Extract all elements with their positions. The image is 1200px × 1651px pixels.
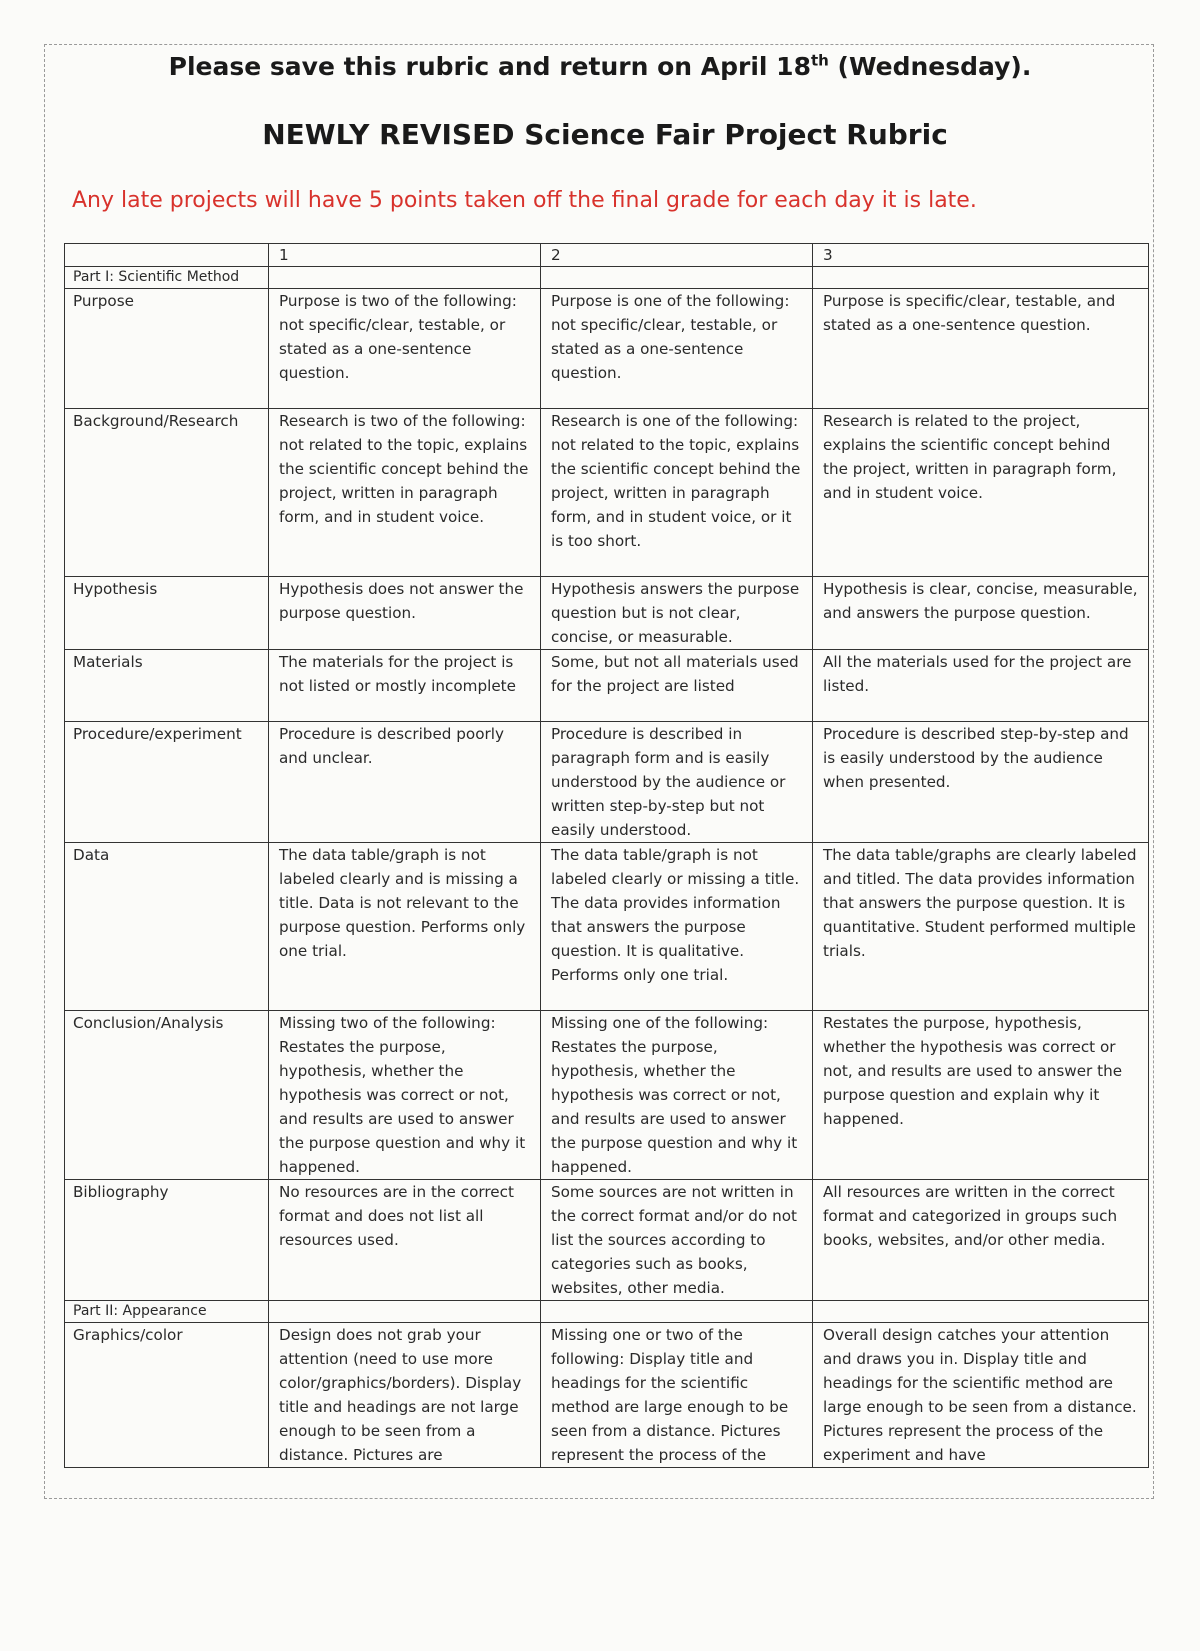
score-3-cell: Procedure is described step-by-step and is easily understood by the audience when presented.	[813, 722, 1149, 843]
score-1-cell: The materials for the project is not listed or mostly incomplete	[269, 650, 541, 722]
part-row	[65, 1301, 1149, 1323]
return-notice: Please save this rubric and return on April 18th (Wednesday).	[168, 51, 1032, 81]
score-1-cell: Missing two of the following: Restates the purpose, hypothesis, whether the hypothesis was correct or not, and results are used to answer the purpose question and why it happened.	[269, 1011, 541, 1180]
table-row	[65, 577, 1149, 650]
score-2-cell: Hypothesis answers the purpose question but is not clear, concise, or measurable.	[541, 577, 813, 650]
score-3-cell: Restates the purpose, hypothesis, whether the hypothesis was correct or not, and results are used to answer the purpose question and explain why it happened.	[813, 1011, 1149, 1180]
late-policy-notice: Any late projects will have 5 points taken off the final grade for each day it is late.	[72, 188, 977, 213]
score-2-cell: Some sources are not written in the correct format and/or do not list the sources according to categories such as books, websites, other media.	[541, 1180, 813, 1301]
part-row	[65, 267, 1149, 289]
score-2-cell: Missing one of the following: Restates the purpose, hypothesis, whether the hypothesis was correct or not, and results are used to answer the purpose question and why it happened.	[541, 1011, 813, 1180]
score-3-cell: All the materials used for the project are listed.	[813, 650, 1149, 722]
criterion-cell: Procedure/experiment	[65, 722, 269, 843]
header-score-1: 1	[269, 244, 541, 267]
header-score-3: 3	[813, 244, 1149, 267]
score-1-cell: Hypothesis does not answer the purpose question.	[269, 577, 541, 650]
score-3-cell: The data table/graphs are clearly labeled and titled. The data provides information that answers the purpose question. It is quantitative. Student performed multiple trials.	[813, 843, 1149, 1011]
score-1-cell: No resources are in the correct format and does not list all resources used.	[269, 1180, 541, 1301]
score-2-cell: The data table/graph is not labeled clearly or missing a title. The data provides information that answers the purpose question. It is qualitative. Performs only one trial.	[541, 843, 813, 1011]
header-score-2: 2	[541, 244, 813, 267]
score-2-cell: Some, but not all materials used for the project are listed	[541, 650, 813, 722]
rubric-table	[64, 243, 1149, 1468]
table-row	[65, 1180, 1149, 1301]
table-row	[65, 409, 1149, 577]
score-2-cell: Purpose is one of the following: not specific/clear, testable, or stated as a one-sentence question.	[541, 289, 813, 409]
table-row	[65, 1323, 1149, 1468]
score-3-cell: Overall design catches your attention and draws you in. Display title and headings for the scientific method are large enough to be seen from a distance. Pictures represent the process of the experiment and have	[813, 1323, 1149, 1468]
score-1-cell: The data table/graph is not labeled clearly and is missing a title. Data is not relevant to the purpose question. Performs only one trial.	[269, 843, 541, 1011]
score-1-cell: Research is two of the following: not related to the topic, explains the scientific concept behind the project, written in paragraph form, and in student voice.	[269, 409, 541, 577]
table-row	[65, 650, 1149, 722]
score-2-cell: Procedure is described in paragraph form and is easily understood by the audience or written step-by-step but not easily understood.	[541, 722, 813, 843]
score-3-cell: Research is related to the project, explains the scientific concept behind the project, written in paragraph form, and in student voice.	[813, 409, 1149, 577]
table-row	[65, 1011, 1149, 1180]
part-heading: Part I: Scientific Method	[65, 267, 269, 289]
part-heading: Part II: Appearance	[65, 1301, 269, 1323]
score-2-cell: Missing one or two of the following: Display title and headings for the scientific method are large enough to be seen from a distance. Pictures represent the process of the	[541, 1323, 813, 1468]
score-3-cell: Hypothesis is clear, concise, measurable, and answers the purpose question.	[813, 577, 1149, 650]
table-row	[65, 843, 1149, 1011]
header-row	[65, 244, 1149, 267]
criterion-cell: Data	[65, 843, 269, 1011]
criterion-cell: Background/Research	[65, 409, 269, 577]
header-empty-cell	[65, 244, 269, 267]
criterion-cell: Purpose	[65, 289, 269, 409]
score-1-cell: Purpose is two of the following: not specific/clear, testable, or stated as a one-sentence question.	[269, 289, 541, 409]
page-title: NEWLY REVISED Science Fair Project Rubric	[262, 118, 948, 151]
score-1-cell: Procedure is described poorly and unclear.	[269, 722, 541, 843]
score-1-cell: Design does not grab your attention (need to use more color/graphics/borders). Display title and headings are not large enough to be seen from a distance. Pictures are	[269, 1323, 541, 1468]
criterion-cell: Hypothesis	[65, 577, 269, 650]
table-row	[65, 722, 1149, 843]
table-row	[65, 289, 1149, 409]
score-3-cell: All resources are written in the correct format and categorized in groups such books, websites, and/or other media.	[813, 1180, 1149, 1301]
criterion-cell: Materials	[65, 650, 269, 722]
criterion-cell: Graphics/color	[65, 1323, 269, 1468]
score-2-cell: Research is one of the following: not related to the topic, explains the scientific concept behind the project, written in paragraph form, and in student voice, or it is too short.	[541, 409, 813, 577]
score-3-cell: Purpose is specific/clear, testable, and stated as a one-sentence question.	[813, 289, 1149, 409]
criterion-cell: Conclusion/Analysis	[65, 1011, 269, 1180]
criterion-cell: Bibliography	[65, 1180, 269, 1301]
